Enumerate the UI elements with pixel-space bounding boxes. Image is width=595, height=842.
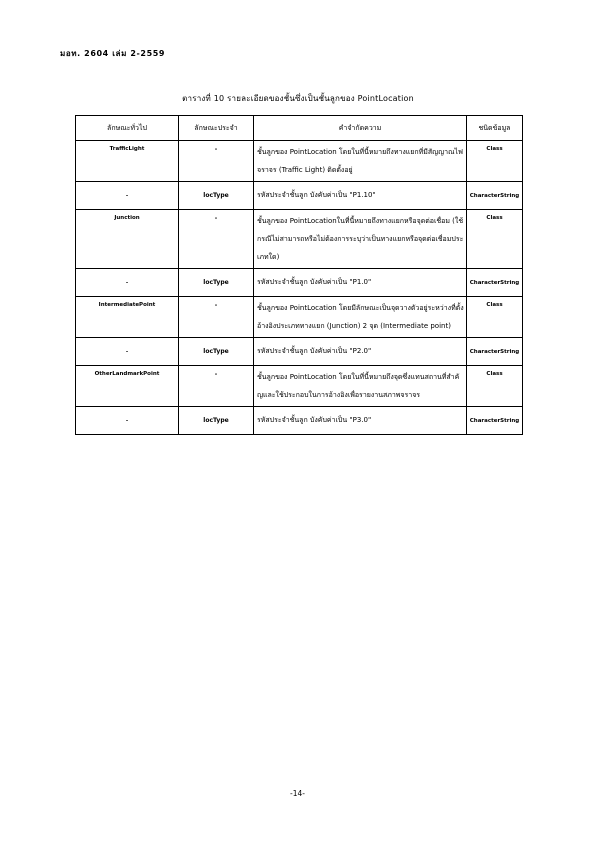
table-header-row [76, 116, 523, 141]
cell-attribute: - [179, 366, 254, 407]
cell-datatype: CharacterString [467, 269, 523, 297]
column-header-general: ลักษณะทั่วไป [76, 116, 179, 141]
cell-datatype: CharacterString [467, 407, 523, 435]
cell-general: - [76, 407, 179, 435]
cell-attribute: locType [179, 338, 254, 366]
column-header-datatype: ชนิดข้อมูล [467, 116, 523, 141]
cell-definition: รหัสประจำชั้นลูก บังคับค่าเป็น "P1.0" [254, 269, 467, 297]
cell-general: - [76, 269, 179, 297]
table-row [76, 182, 523, 210]
cell-datatype: CharacterString [467, 182, 523, 210]
spec-table [75, 115, 523, 435]
cell-attribute: - [179, 141, 254, 182]
table-caption: ตารางที่ 10 รายละเอียดของชั้นซึ่งเป็นชั้นลูกของ PointLocation [182, 94, 414, 103]
page-number: -14- [290, 789, 305, 798]
cell-general: - [76, 182, 179, 210]
cell-attribute: locType [179, 182, 254, 210]
cell-attribute: locType [179, 407, 254, 435]
cell-definition: รหัสประจำชั้นลูก บังคับค่าเป็น "P3.0" [254, 407, 467, 435]
cell-datatype: Class [467, 297, 523, 338]
cell-definition: รหัสประจำชั้นลูก บังคับค่าเป็น "P1.10" [254, 182, 467, 210]
cell-general: - [76, 338, 179, 366]
cell-datatype: CharacterString [467, 338, 523, 366]
table-row [76, 141, 523, 182]
cell-definition: ชั้นลูกของ PointLocationในที่นี้หมายถึงทางแยกหรือจุดต่อเชื่อม (ใช้กรณีไม่สามารถหรือไม่ต้องการระบุว่าเป็นทางแยกหรือจุดต่อเชื่อมประเภทใด) [254, 210, 467, 269]
column-header-attribute: ลักษณะประจำ [179, 116, 254, 141]
cell-definition: ชั้นลูกของ PointLocation โดยในที่นี้หมายถึงทางแยกที่มีสัญญาณไฟจราจร (Traffic Light) ติดตั้งอยู่ [254, 141, 467, 182]
table-row [76, 407, 523, 435]
cell-definition: ชั้นลูกของ PointLocation โดยมีลักษณะเป็นจุดวางตัวอยู่ระหว่างที่ตั้งอ้างอิงประเภททางแยก (Junction) 2 จุด (Intermediate point) [254, 297, 467, 338]
cell-datatype: Class [467, 141, 523, 182]
cell-general: IntermediatePoint [76, 297, 179, 338]
cell-definition: รหัสประจำชั้นลูก บังคับค่าเป็น "P2.0" [254, 338, 467, 366]
cell-general: OtherLandmarkPoint [76, 366, 179, 407]
cell-datatype: Class [467, 366, 523, 407]
table-row [76, 366, 523, 407]
table-row [76, 210, 523, 269]
cell-datatype: Class [467, 210, 523, 269]
cell-definition: ชั้นลูกของ PointLocation โดยในที่นี้หมายถึงจุดซึ่งแทนสถานที่สำคัญและใช้ประกอบในการอ้างอิงเพื่อรายงานสภาพจราจร [254, 366, 467, 407]
table-row [76, 297, 523, 338]
table-row [76, 269, 523, 297]
cell-attribute: - [179, 297, 254, 338]
column-header-definition: คำจำกัดความ [254, 116, 467, 141]
cell-attribute: - [179, 210, 254, 269]
cell-attribute: locType [179, 269, 254, 297]
document-code: มอท. 2604 เล่ม 2-2559 [60, 49, 166, 58]
cell-general: Junction [76, 210, 179, 269]
table-row [76, 338, 523, 366]
cell-general: TrafficLight [76, 141, 179, 182]
